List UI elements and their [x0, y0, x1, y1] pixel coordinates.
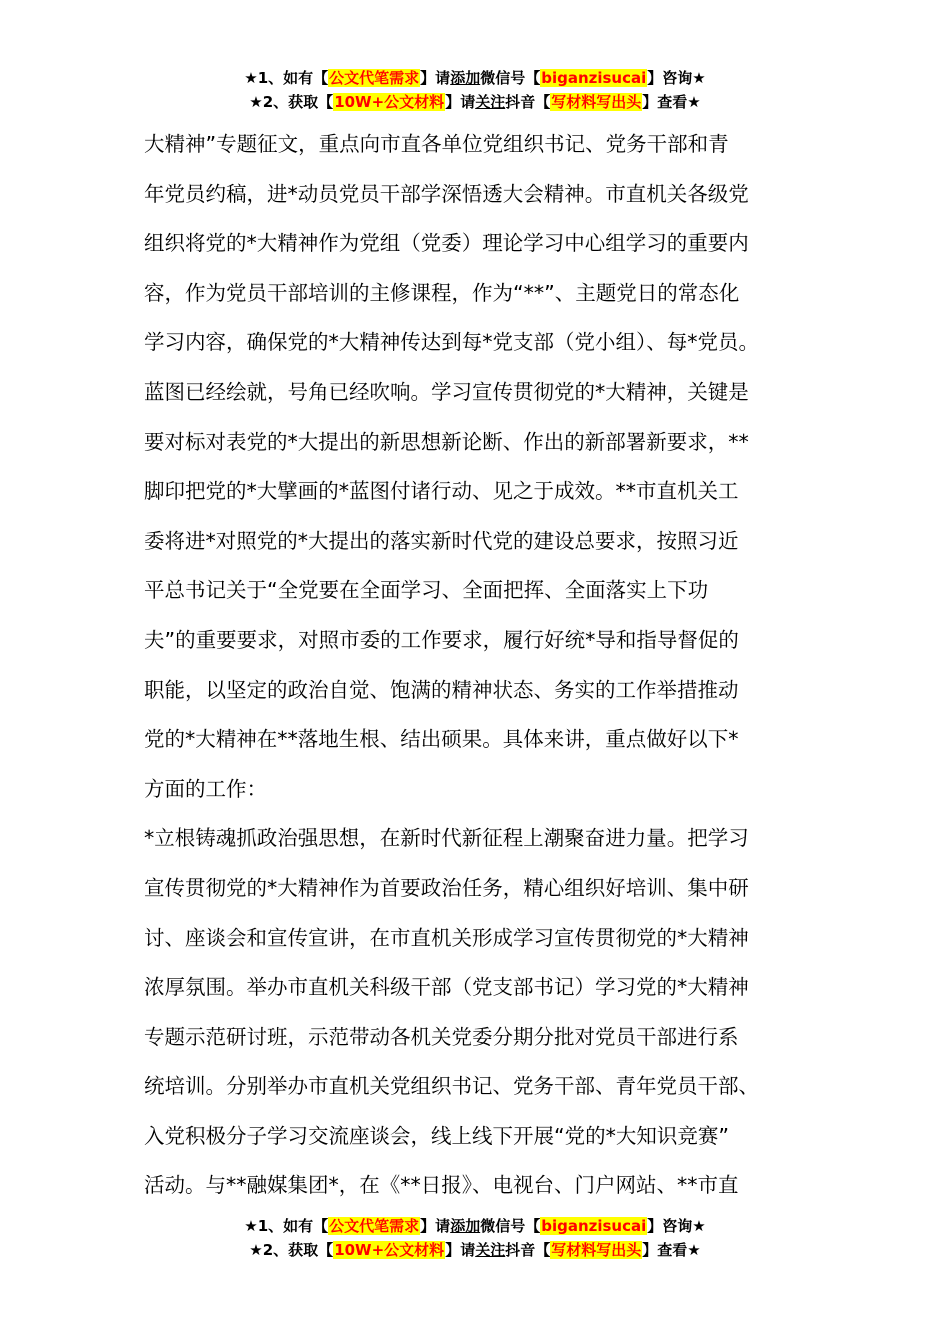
text-line: 蓝图已经绘就，号角已经吹响。学习宣传贯彻党的*大精神，关键是 — [144, 379, 749, 404]
text-line: 党的*大精神在**落地生根、结出硕果。具体来讲，重点做好以下* — [144, 727, 739, 752]
highlight-materials: 10W+公文材料 — [334, 93, 445, 111]
text-line: 脚印把党的*大擘画的*蓝图付诸行动、见之于成效。**市直机关工 — [144, 479, 739, 504]
text-line: 委将进*对照党的*大提出的落实新时代党的建设总要求，按照习近 — [144, 528, 739, 553]
highlight-douyin-id: 写材料写出头 — [551, 93, 642, 111]
highlight-service: 公文代笔需求 — [329, 69, 420, 87]
highlight-materials: 10W+公文材料 — [334, 1241, 445, 1259]
text-line: 大精神”专题征文，重点向市直各单位党组织书记、党务干部和青 — [144, 132, 729, 156]
text-line: 活动。与**融媒集团*，在《**日报》、电视台、门户网站、**市直 — [144, 1173, 739, 1198]
highlight-wechat-id: biganzisucai — [541, 69, 647, 87]
banner-line-2: ★2、获取【10W+公文材料】请关注抖音【写材料写出头】查看★ — [249, 93, 701, 111]
text-line: 专题示范研讨班，示范带动各机关党委分期分批对党员干部进行系 — [144, 1024, 739, 1049]
text-line: 浓厚氛围。举办市直机关科级干部（党支部书记）学习党的*大精神 — [144, 975, 749, 1000]
highlight-wechat-id: biganzisucai — [541, 1217, 647, 1235]
text-line: 组织将党的*大精神作为党组（党委）理论学习中心组学习的重要内 — [144, 231, 749, 256]
text-line: 学习内容，确保党的*大精神传达到每*党支部（党小组）、每*党员。 — [144, 330, 759, 355]
banner-line-1: ★1、如有【公文代笔需求】请添加微信号【biganzisucai】咨询★ — [244, 69, 706, 87]
text-line: 夫”的重要要求，对照市委的工作要求，履行好统*导和指导督促的 — [144, 627, 739, 652]
text-line: 统培训。分别举办市直机关党组织书记、党务干部、青年党员干部、 — [144, 1074, 759, 1099]
text-line: 容，作为党员干部培训的主修课程，作为“**”、主题党日的常态化 — [144, 280, 740, 305]
banner-line-2: ★2、获取【10W+公文材料】请关注抖音【写材料写出头】查看★ — [249, 1241, 701, 1259]
text-line: 职能，以坚定的政治自觉、饱满的精神状态、务实的工作举措推动 — [144, 677, 739, 702]
text-line: 平总书记关于“全党要在全面学习、全面把挥、全面落实上下功 — [144, 578, 709, 603]
text-line: 方面的工作： — [144, 776, 267, 801]
document-body — [144, 120, 834, 1211]
banner-line-1: ★1、如有【公文代笔需求】请添加微信号【biganzisucai】咨询★ — [244, 1217, 706, 1235]
text-line: 年党员约稿，进*动员党员干部学深悟透大会精神。市直机关各级党 — [144, 181, 749, 206]
text-line: 要对标对表党的*大提出的新思想新论断、作出的新部署新要求，** — [144, 429, 749, 454]
text-line: 宣传贯彻党的*大精神作为首要政治任务，精心组织好培训、集中研 — [144, 875, 749, 900]
text-line: 入党积极分子学习交流座谈会，线上线下开展“党的*大知识竞赛” — [144, 1123, 729, 1148]
footer-banner — [0, 1214, 950, 1262]
paragraph-1 — [144, 120, 834, 814]
highlight-service: 公文代笔需求 — [329, 1217, 420, 1235]
highlight-douyin-id: 写材料写出头 — [551, 1241, 642, 1259]
text-line: 讨、座谈会和宣传宣讲，在市直机关形成学习宣传贯彻党的*大精神 — [144, 925, 749, 950]
text-line: *立根铸魂抓政治强思想，在新时代新征程上潮聚奋进力量。把学习 — [144, 826, 749, 851]
header-banner — [0, 66, 950, 114]
paragraph-2 — [144, 814, 834, 1211]
